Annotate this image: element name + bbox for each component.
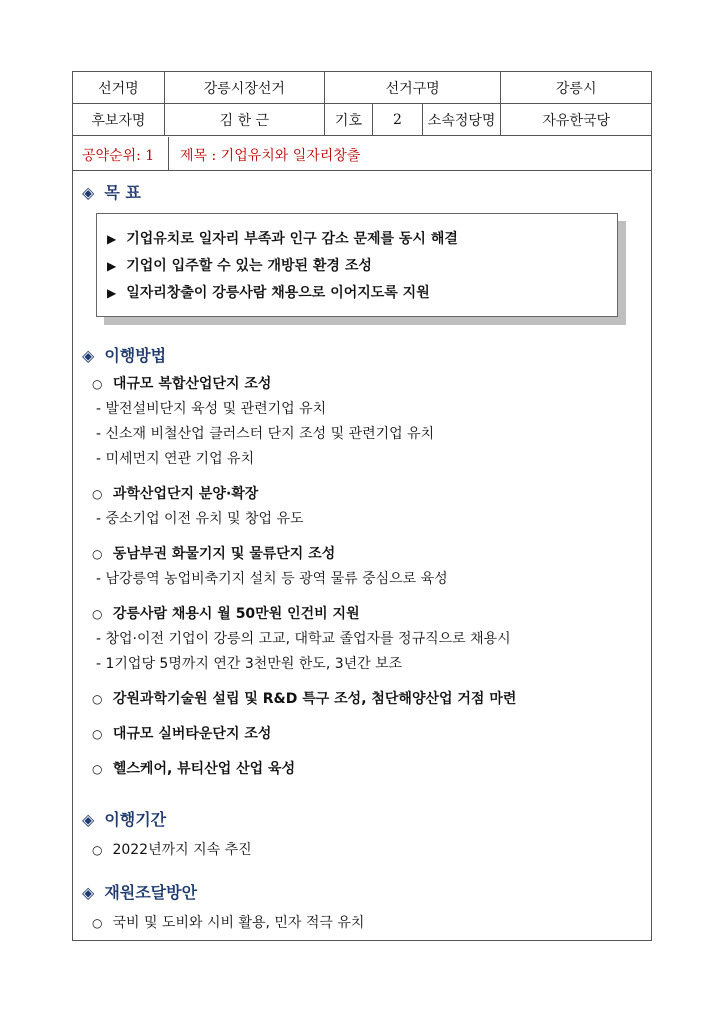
method-item-title: 과학산업단지 분양·확장 [112, 486, 259, 502]
circle-bullet-icon: ○ [92, 916, 103, 930]
method-subitem: - 중소기업 이전 유치 및 창업 유도 [96, 511, 304, 527]
pledge-title: 제목 : 기업유치와 일자리창출 [180, 148, 361, 164]
funding-heading [82, 880, 197, 903]
funding-heading-text: 재원조달방안 [104, 883, 198, 902]
party-value: 자유한국당 [501, 104, 652, 136]
triangle-bullet-icon: ▶ [107, 232, 117, 246]
period-heading [82, 807, 166, 830]
goal-item-text: 일자리창출이 강릉사람 채용으로 이어지도록 지원 [126, 285, 430, 301]
period-heading-text: 이행기간 [104, 810, 167, 829]
method-item-title: 동남부권 화물기지 및 물류단지 조성 [112, 546, 336, 562]
diamond-icon: ◈ [82, 810, 95, 829]
pledge-row [72, 137, 652, 171]
method-heading-text: 이행방법 [104, 346, 167, 365]
diamond-icon: ◈ [82, 883, 95, 902]
election-label: 선거명 [73, 72, 165, 104]
method-item [92, 543, 335, 563]
method-item [92, 483, 258, 503]
circle-bullet-icon: ○ [92, 762, 103, 776]
circle-bullet-icon: ○ [92, 487, 103, 501]
goal-item-text: 기업이 입주할 수 있는 개방된 환경 조성 [126, 258, 372, 274]
district-label: 선거구명 [324, 72, 501, 104]
method-subitem: - 창업·이전 기업이 강릉의 고교, 대학교 졸업자를 정규직으로 채용시 [96, 631, 511, 647]
method-subitem: - 1기업당 5명까지 연간 3천만원 한도, 3년간 보조 [96, 656, 403, 672]
number-value: 2 [373, 104, 423, 136]
candidate-value: 김 한 근 [164, 104, 324, 136]
triangle-bullet-icon: ▶ [107, 259, 117, 273]
goal-heading [82, 180, 141, 203]
circle-bullet-icon: ○ [92, 843, 103, 857]
method-subitem: - 신소재 비철산업 클러스터 단지 조성 및 관련기업 유치 [96, 426, 435, 442]
method-item [92, 723, 271, 743]
method-item [92, 758, 295, 778]
circle-bullet-icon: ○ [92, 547, 103, 561]
method-heading [82, 343, 166, 366]
election-value: 강릉시장선거 [164, 72, 324, 104]
goal-box [96, 213, 618, 317]
goal-item-text: 기업유치로 일자리 부족과 인구 감소 문제를 동시 해결 [126, 231, 458, 247]
method-item-title: 대규모 복합산업단지 조성 [112, 376, 272, 392]
funding-item [92, 912, 364, 932]
info-row-candidate [73, 104, 652, 136]
circle-bullet-icon: ○ [92, 727, 103, 741]
method-subitem: - 발전설비단지 육성 및 관련기업 유치 [96, 401, 327, 417]
diamond-icon: ◈ [82, 183, 95, 202]
method-item-title: 헬스케어, 뷰티산업 산업 육성 [112, 761, 296, 777]
circle-bullet-icon: ○ [92, 607, 103, 621]
funding-text: 국비 및 도비와 시비 활용, 민자 적극 유치 [112, 915, 365, 931]
goal-heading-text: 목 표 [104, 183, 141, 202]
circle-bullet-icon: ○ [92, 692, 103, 706]
method-item [92, 688, 516, 708]
triangle-bullet-icon: ▶ [107, 286, 117, 300]
diamond-icon: ◈ [82, 346, 95, 365]
goal-item [107, 255, 372, 275]
info-row-election [73, 72, 652, 104]
period-text: 2022년까지 지속 추진 [112, 842, 252, 858]
method-item [92, 603, 360, 623]
goal-item [107, 282, 430, 302]
method-item [92, 373, 271, 393]
method-item-title: 대규모 실버타운단지 조성 [112, 726, 272, 742]
candidate-label: 후보자명 [73, 104, 165, 136]
period-item [92, 839, 252, 859]
number-label: 기호 [324, 104, 372, 136]
goal-item [107, 228, 458, 248]
method-item-title: 강릉사람 채용시 월 50만원 인건비 지원 [112, 606, 360, 622]
method-subitem: - 미세먼지 연관 기업 유치 [96, 451, 255, 467]
circle-bullet-icon: ○ [92, 377, 103, 391]
district-value: 강릉시 [501, 72, 652, 104]
pledge-divider [168, 137, 169, 171]
candidate-info-table [72, 71, 652, 136]
method-subitem: - 남강릉역 농업비축기지 설치 등 광역 물류 중심으로 육성 [96, 571, 448, 587]
method-item-title: 강원과학기술원 설립 및 R&D 특구 조성, 첨단해양산업 거점 마련 [112, 691, 517, 707]
pledge-order: 공약순위: 1 [82, 148, 155, 164]
party-label: 소속정당명 [422, 104, 501, 136]
